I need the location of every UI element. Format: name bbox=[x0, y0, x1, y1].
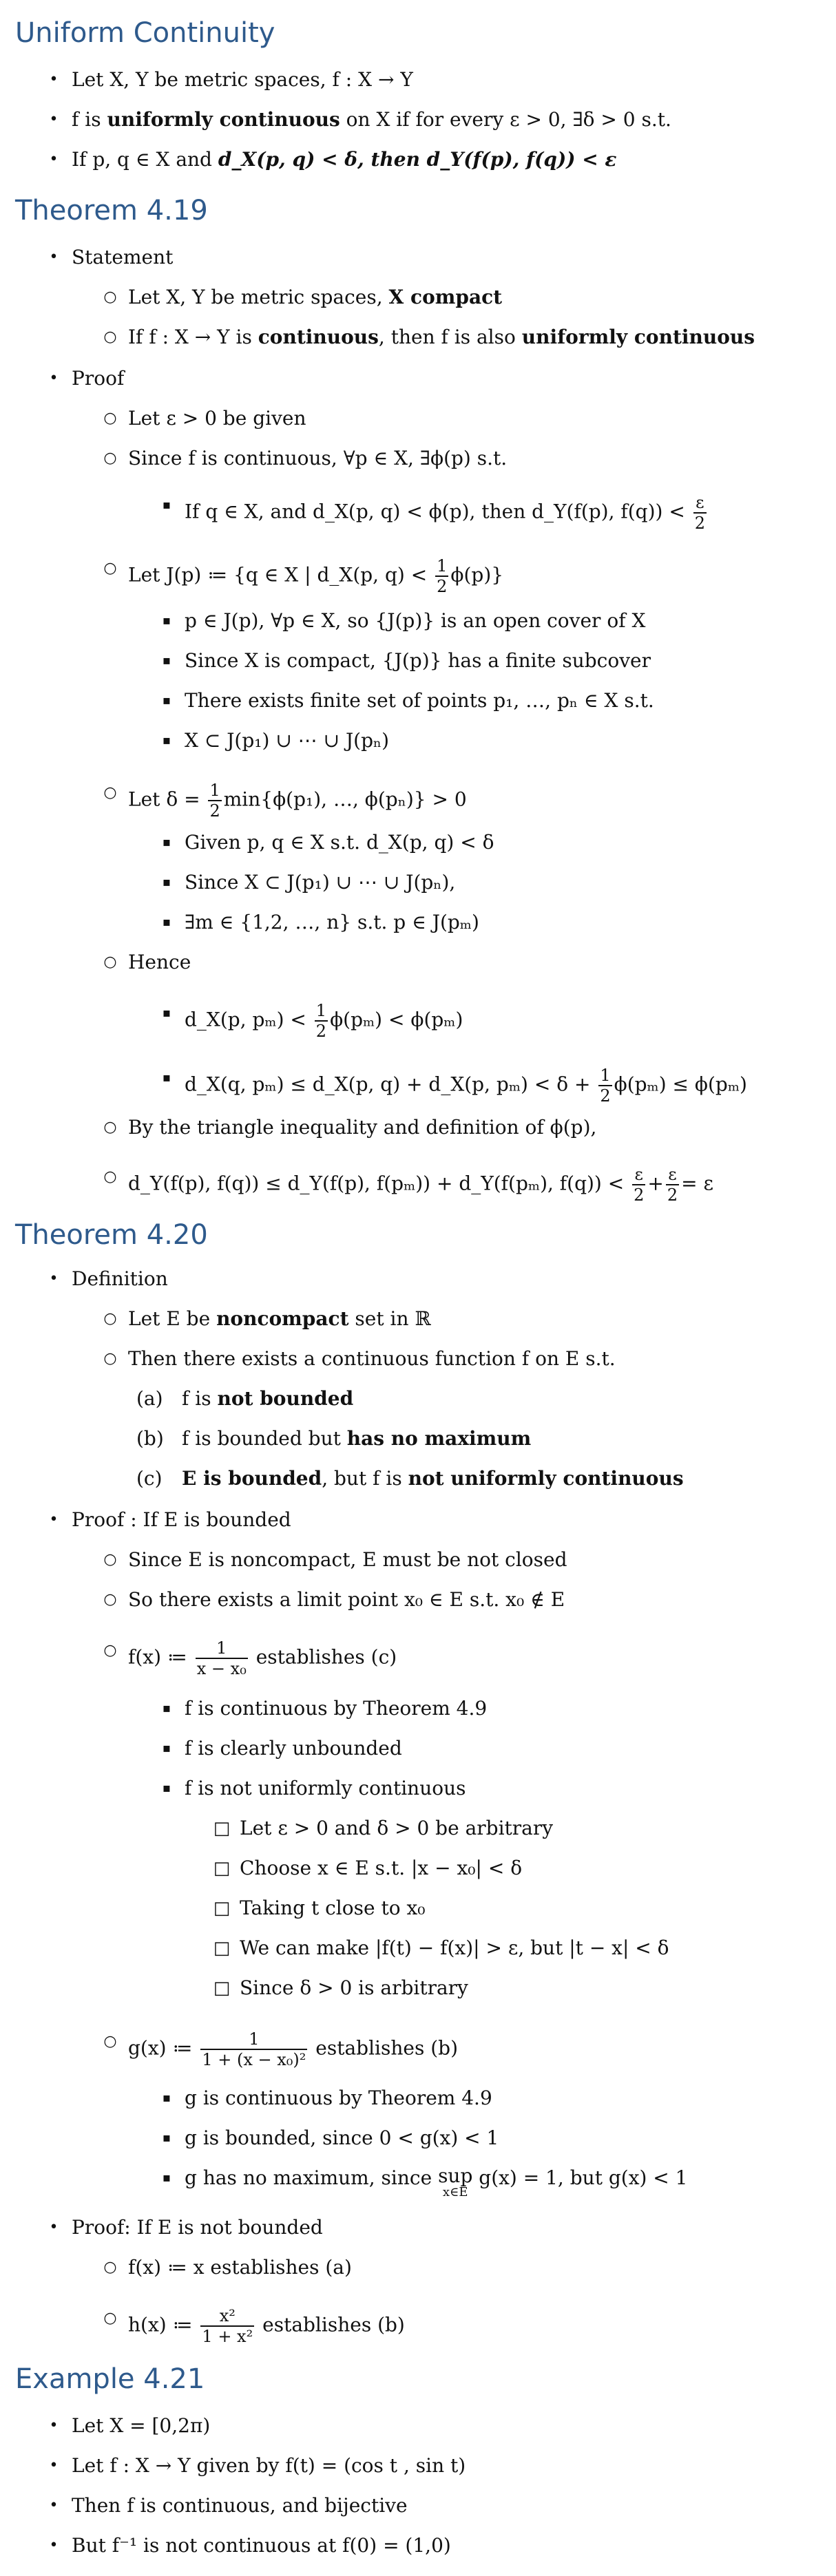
numerator: ε bbox=[634, 1165, 643, 1184]
bullet: ○ bbox=[103, 1310, 117, 1327]
bold-formula: d_X(p, q) < δ, then d_Y(f(p), f(q)) < ε bbox=[218, 148, 617, 171]
item-label: (a) bbox=[136, 1387, 163, 1410]
section-title-theorem-4-20: Theorem 4.20 bbox=[15, 1219, 208, 1251]
denominator: 2 bbox=[209, 801, 220, 821]
bold-text: E is bounded bbox=[182, 1467, 322, 1490]
bold-text: X compact bbox=[388, 286, 503, 308]
section-title-theorem-4-19: Theorem 4.19 bbox=[15, 195, 208, 226]
text: Taking t close to x₀ bbox=[240, 1897, 426, 1919]
denominator: 1 + (x − x₀)² bbox=[202, 2050, 306, 2069]
list-item bbox=[49, 2414, 211, 2438]
fraction bbox=[200, 2029, 307, 2069]
list-item bbox=[103, 285, 503, 310]
supremum bbox=[438, 2166, 472, 2199]
text: Let ε > 0 and δ > 0 be arbitrary bbox=[240, 1817, 554, 1839]
list-item bbox=[49, 2533, 451, 2558]
list-item bbox=[49, 67, 413, 92]
text: f(x) ≔ bbox=[128, 1645, 187, 1669]
bold-text: continuous bbox=[258, 326, 379, 348]
list-item bbox=[162, 2126, 499, 2151]
text: Let J(p) ≔ {q ∈ X | d_X(p, q) < bbox=[128, 563, 428, 587]
list-item bbox=[103, 1115, 597, 1140]
list-item bbox=[103, 446, 508, 471]
text: ∃m ∈ {1,2, …, n} s.t. p ∈ J(pₘ) bbox=[185, 911, 479, 933]
list-item bbox=[162, 2164, 688, 2199]
bullet: • bbox=[49, 370, 59, 387]
bullet: ○ bbox=[103, 410, 117, 427]
text: g(x) ≔ bbox=[128, 2036, 193, 2060]
text: By the triangle inequality and definition of ϕ(p), bbox=[128, 1116, 597, 1139]
list-item bbox=[49, 107, 671, 132]
text: Let X = [0,2π) bbox=[72, 2414, 211, 2437]
fraction bbox=[435, 556, 448, 596]
text: Let X, Y be metric spaces, f : X → Y bbox=[72, 68, 413, 91]
text: f(x) ≔ x establishes (a) bbox=[128, 2256, 352, 2279]
sup-subscript: x∈E bbox=[442, 2185, 468, 2199]
bullet: ○ bbox=[103, 2310, 117, 2327]
text: Definition bbox=[72, 1267, 168, 1290]
list-item bbox=[103, 556, 504, 596]
numerator: 1 bbox=[437, 556, 448, 576]
list-item bbox=[162, 1696, 488, 1721]
text: So there exists a limit point x₀ ∈ E s.t. x₀ ∉ E bbox=[128, 1588, 565, 1611]
list-item bbox=[49, 245, 174, 270]
list-item bbox=[213, 1936, 669, 1961]
fraction bbox=[315, 1001, 328, 1041]
bullet: ▪ bbox=[162, 1070, 171, 1085]
bold-text: noncompact bbox=[216, 1307, 349, 1330]
bullet: ○ bbox=[103, 2259, 117, 2276]
bullet: • bbox=[49, 249, 59, 266]
list-item bbox=[162, 688, 654, 713]
text: d_Y(f(p), f(q)) ≤ d_Y(f(p), f(pₘ)) + d_Y(f(pₘ), f(q)) < bbox=[128, 1172, 625, 1195]
list-item bbox=[103, 950, 191, 975]
denominator: x − x₀ bbox=[196, 1659, 247, 1678]
bullet: □ bbox=[213, 1978, 231, 1998]
list-item bbox=[49, 2215, 323, 2240]
text: If f : X → Y is bbox=[128, 326, 258, 348]
text: Let ε > 0 be given bbox=[128, 407, 306, 430]
text: Let f : X → Y given by f(t) = (cos t , sin t) bbox=[72, 2454, 466, 2477]
list-item bbox=[162, 1736, 402, 1761]
denominator: 2 bbox=[600, 1086, 611, 1106]
text: g is bounded, since 0 < g(x) < 1 bbox=[185, 2126, 499, 2149]
list-item bbox=[162, 870, 456, 895]
bold-text: uniformly continuous bbox=[521, 326, 755, 348]
text: Proof: If E is not bounded bbox=[72, 2216, 323, 2239]
list-item bbox=[162, 1066, 747, 1106]
bullet: • bbox=[49, 1511, 59, 1528]
numerator: 1 bbox=[216, 1638, 227, 1658]
bullet: • bbox=[49, 2457, 59, 2474]
text: f is clearly unbounded bbox=[185, 1737, 402, 1760]
list-item bbox=[49, 2493, 408, 2518]
numerator: ε bbox=[668, 1165, 677, 1184]
text: + bbox=[647, 1172, 664, 1195]
text: establishes (b) bbox=[262, 2313, 405, 2336]
bullet: ▪ bbox=[162, 733, 171, 748]
bullet: • bbox=[49, 2537, 59, 2554]
text: ϕ(pₘ) ≤ ϕ(pₘ) bbox=[614, 1073, 747, 1096]
bullet: • bbox=[49, 2417, 59, 2434]
bullet: ▪ bbox=[162, 835, 171, 849]
text: There exists finite set of points p₁, …, pₙ ∈ X s.t. bbox=[185, 689, 654, 712]
text: Then there exists a continuous function f on E s.t. bbox=[128, 1347, 616, 1370]
bullet: ▪ bbox=[162, 498, 171, 512]
text: f is bbox=[72, 108, 107, 131]
text: = ε bbox=[681, 1172, 714, 1195]
text: d_X(p, pₘ) < bbox=[185, 1008, 306, 1031]
text: But f⁻¹ is not continuous at f(0) = (1,0) bbox=[72, 2534, 451, 2557]
numerator: 1 bbox=[315, 1001, 327, 1020]
bullet: ▪ bbox=[162, 613, 171, 628]
fraction bbox=[598, 1066, 612, 1106]
text: Let δ = bbox=[128, 788, 200, 811]
bullet: □ bbox=[213, 1858, 231, 1879]
bullet: ▪ bbox=[162, 875, 171, 889]
text: Given p, q ∈ X s.t. d_X(p, q) < δ bbox=[185, 831, 494, 854]
list-item bbox=[103, 406, 306, 431]
text: Choose x ∈ E s.t. |x − x₀| < δ bbox=[240, 1857, 523, 1879]
bold-text: has no maximum bbox=[346, 1427, 532, 1450]
text: f is bounded but bbox=[182, 1427, 347, 1450]
list-item bbox=[103, 1548, 567, 1572]
text: Proof bbox=[72, 367, 125, 390]
numerator: 1 bbox=[600, 1066, 611, 1085]
bullet: ○ bbox=[103, 1591, 117, 1608]
list-item bbox=[162, 2086, 492, 2111]
list-item bbox=[103, 1165, 714, 1205]
text: Then f is continuous, and bijective bbox=[72, 2494, 408, 2517]
denominator: 1 + x² bbox=[202, 2327, 253, 2346]
text: , then f is also bbox=[378, 326, 522, 348]
bullet: ▪ bbox=[162, 2131, 171, 2145]
text: Since X ⊂ J(p₁) ∪ ⋯ ∪ J(pₙ), bbox=[185, 871, 456, 894]
fraction bbox=[693, 493, 707, 533]
list-item bbox=[49, 1267, 168, 1291]
text: on X if for every ε > 0, ∃δ > 0 s.t. bbox=[339, 108, 671, 131]
list-item bbox=[162, 830, 494, 855]
list-item bbox=[49, 1508, 291, 1532]
text: Since f is continuous, ∀p ∈ X, ∃ϕ(p) s.t. bbox=[128, 447, 508, 469]
bullet: • bbox=[49, 2219, 59, 2236]
text: Since δ > 0 is arbitrary bbox=[240, 1976, 468, 1999]
bullet: • bbox=[49, 1270, 59, 1287]
text: f is not uniformly continuous bbox=[185, 1777, 466, 1799]
bullet: ▪ bbox=[162, 653, 171, 668]
list-item bbox=[103, 2029, 458, 2069]
bullet: ○ bbox=[103, 1642, 117, 1659]
section-title-uniform-continuity: Uniform Continuity bbox=[15, 17, 275, 49]
list-item bbox=[136, 1466, 684, 1491]
text: set in ℝ bbox=[348, 1307, 431, 1330]
list-item bbox=[103, 1638, 397, 1678]
bullet: ○ bbox=[103, 784, 117, 801]
bullet: ○ bbox=[103, 288, 117, 306]
bullet: ○ bbox=[103, 1551, 117, 1568]
denominator: 2 bbox=[667, 1185, 678, 1205]
item-label: (b) bbox=[136, 1427, 164, 1450]
text: Hence bbox=[128, 951, 191, 973]
bullet: ○ bbox=[103, 953, 117, 971]
list-item bbox=[49, 147, 617, 172]
section-title-example-4-21: Example 4.21 bbox=[15, 2363, 205, 2395]
list-item bbox=[103, 1587, 565, 1612]
bullet: ▪ bbox=[162, 915, 171, 929]
item-label: (c) bbox=[136, 1467, 163, 1490]
bullet: • bbox=[49, 2497, 59, 2514]
list-item bbox=[136, 1426, 532, 1451]
text: Statement bbox=[72, 246, 174, 268]
bold-text: uniformly continuous bbox=[107, 108, 340, 131]
list-item bbox=[162, 910, 479, 935]
text: If p, q ∈ X and bbox=[72, 148, 218, 171]
text: f is bbox=[182, 1387, 218, 1410]
text: Since E is noncompact, E must be not closed bbox=[128, 1548, 567, 1571]
bullet: □ bbox=[213, 1818, 231, 1839]
list-item bbox=[213, 1976, 468, 2000]
list-item bbox=[162, 609, 646, 633]
list-item bbox=[162, 493, 709, 533]
list-item bbox=[162, 1776, 466, 1801]
denominator: 2 bbox=[315, 1022, 327, 1041]
bullet: ▪ bbox=[162, 1781, 171, 1795]
numerator: 1 bbox=[249, 2029, 260, 2049]
numerator: x² bbox=[219, 2306, 236, 2325]
bullet: ○ bbox=[103, 2033, 117, 2050]
text: min{ϕ(p₁), …, ϕ(pₙ)} > 0 bbox=[223, 788, 467, 811]
bullet: ○ bbox=[103, 450, 117, 467]
list-item bbox=[49, 366, 125, 391]
list-item bbox=[213, 1856, 523, 1881]
list-item bbox=[49, 2453, 466, 2478]
text: We can make |f(t) − f(x)| > ε, but |t − x| < δ bbox=[240, 1936, 669, 1959]
list-item bbox=[213, 1816, 554, 1841]
bullet: ▪ bbox=[162, 1741, 171, 1755]
fraction bbox=[196, 1638, 248, 1678]
text: Since X is compact, {J(p)} has a finite subcover bbox=[185, 649, 651, 672]
list-item bbox=[213, 1896, 426, 1921]
bullet: ○ bbox=[103, 328, 117, 346]
list-item bbox=[103, 1347, 616, 1371]
bullet: ▪ bbox=[162, 693, 171, 708]
bullet: ○ bbox=[103, 1350, 117, 1367]
numerator: ε bbox=[696, 493, 704, 512]
bullet: ▪ bbox=[162, 1006, 171, 1020]
text: f is continuous by Theorem 4.9 bbox=[185, 1697, 488, 1720]
text: X ⊂ J(p₁) ∪ ⋯ ∪ J(pₙ) bbox=[185, 729, 390, 752]
text: Let X, Y be metric spaces, bbox=[128, 286, 389, 308]
list-item bbox=[162, 1001, 463, 1041]
bullet: ○ bbox=[103, 1119, 117, 1136]
list-item bbox=[103, 2306, 405, 2346]
bullet: ○ bbox=[103, 560, 117, 577]
bold-text: not uniformly continuous bbox=[408, 1467, 684, 1490]
fraction bbox=[666, 1165, 679, 1205]
list-item bbox=[136, 1386, 354, 1411]
text: g has no maximum, since bbox=[185, 2166, 432, 2189]
bullet: ▪ bbox=[162, 2171, 171, 2185]
bullet: • bbox=[49, 111, 59, 128]
bullet: • bbox=[49, 71, 59, 88]
text: ϕ(pₘ) < ϕ(pₘ) bbox=[330, 1008, 463, 1031]
denominator: 2 bbox=[634, 1185, 645, 1205]
numerator: 1 bbox=[209, 781, 220, 800]
text: , but f is bbox=[322, 1467, 408, 1490]
bullet: ▪ bbox=[162, 1701, 171, 1715]
text: establishes (c) bbox=[255, 1645, 397, 1669]
text: p ∈ J(p), ∀p ∈ X, so {J(p)} is an open cover of X bbox=[185, 609, 646, 632]
sup-operator: sup bbox=[438, 2164, 473, 2187]
text: h(x) ≔ bbox=[128, 2313, 193, 2336]
list-item bbox=[162, 728, 390, 753]
text: If q ∈ X, and d_X(p, q) < ϕ(p), then d_Y(f(p), f(q)) < bbox=[185, 500, 685, 523]
text: Let E be bbox=[128, 1307, 217, 1330]
list-item bbox=[103, 325, 755, 350]
text: Proof : If E is bounded bbox=[72, 1508, 291, 1531]
text: g(x) = 1, but g(x) < 1 bbox=[479, 2166, 688, 2189]
text: d_X(q, pₘ) ≤ d_X(p, q) + d_X(p, pₘ) < δ + bbox=[185, 1073, 591, 1096]
list-item bbox=[103, 781, 467, 821]
text: establishes (b) bbox=[315, 2036, 458, 2060]
fraction bbox=[632, 1165, 645, 1205]
bullet: • bbox=[49, 151, 59, 168]
denominator: 2 bbox=[694, 514, 705, 533]
bold-text: not bounded bbox=[217, 1387, 354, 1410]
text: ϕ(p)} bbox=[450, 563, 504, 587]
bullet: ○ bbox=[103, 1168, 117, 1185]
bullet: □ bbox=[213, 1898, 231, 1919]
text: g is continuous by Theorem 4.9 bbox=[185, 2087, 492, 2109]
fraction bbox=[200, 2306, 254, 2346]
bullet: □ bbox=[213, 1938, 231, 1959]
denominator: 2 bbox=[437, 577, 448, 596]
fraction bbox=[208, 781, 221, 821]
list-item bbox=[103, 2255, 352, 2280]
list-item bbox=[162, 648, 651, 673]
list-item bbox=[103, 1307, 431, 1331]
bullet: ▪ bbox=[162, 2091, 171, 2105]
